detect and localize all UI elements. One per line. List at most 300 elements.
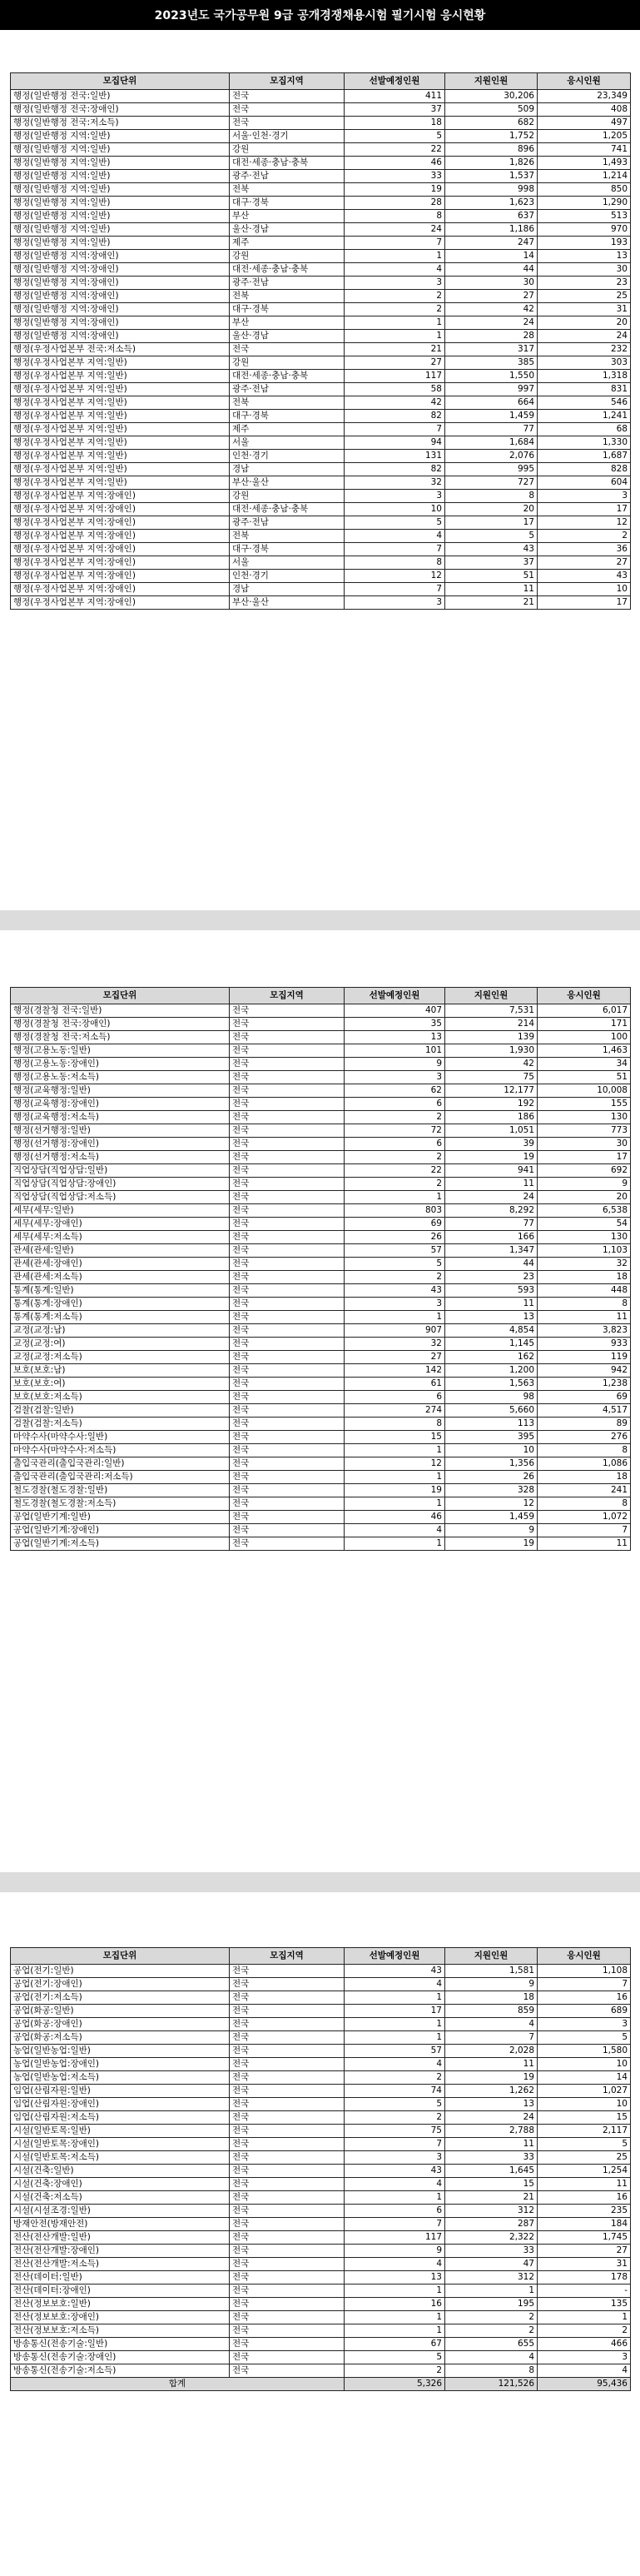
cell-attended: 10 [538, 2058, 631, 2071]
cell-planned: 33 [345, 170, 445, 183]
cell-region: 인천·경기 [230, 570, 345, 583]
cell-planned: 1 [345, 2018, 445, 2031]
cell-region: 전국 [230, 1218, 345, 1231]
cell-applied: 10 [445, 1444, 538, 1457]
cell-applied: 941 [445, 1164, 538, 1178]
table-row [11, 2045, 631, 2058]
table-row [11, 583, 631, 596]
cell-unit: 직업상담(직업상담:장애인) [11, 1178, 230, 1191]
cell-applied: 47 [445, 2258, 538, 2271]
cell-attended: 27 [538, 556, 631, 570]
cell-applied: 11 [445, 2138, 538, 2151]
cell-planned: 4 [345, 2178, 445, 2191]
cell-unit: 세무(세무:일반) [11, 1204, 230, 1218]
cell-applied: 77 [445, 1218, 538, 1231]
cell-planned: 907 [345, 1324, 445, 1338]
cell-unit: 공업(화공:일반) [11, 2005, 230, 2018]
cell-attended: 8 [538, 1444, 631, 1457]
cell-planned: 1 [345, 1191, 445, 1204]
cell-unit: 교정(교정:남) [11, 1324, 230, 1338]
cell-region: 전국 [230, 1058, 345, 1071]
cell-planned: 94 [345, 436, 445, 450]
header-region: 모집지역 [230, 988, 345, 1004]
cell-attended: 546 [538, 396, 631, 410]
cell-applied: 4 [445, 2351, 538, 2364]
cell-attended: 130 [538, 1111, 631, 1124]
cell-planned: 13 [345, 1031, 445, 1044]
cell-unit: 교정(교정:저소득) [11, 1351, 230, 1364]
cell-applied: 1,623 [445, 197, 538, 210]
cell-attended: 3,823 [538, 1324, 631, 1338]
cell-applied: 1,145 [445, 1338, 538, 1351]
cell-unit: 행정(일반행정 지역:일반) [11, 183, 230, 197]
cell-region: 전국 [230, 1418, 345, 1431]
cell-applied: 509 [445, 103, 538, 117]
cell-attended: 1,205 [538, 130, 631, 143]
cell-planned: 4 [345, 1524, 445, 1537]
cell-region: 전국 [230, 1431, 345, 1444]
cell-unit: 행정(우정사업본부 지역:장애인) [11, 570, 230, 583]
cell-planned: 3 [345, 2151, 445, 2165]
cell-applied: 1,459 [445, 1511, 538, 1524]
cell-planned: 1 [345, 1471, 445, 1484]
cell-applied: 192 [445, 1098, 538, 1111]
cell-applied: 328 [445, 1484, 538, 1497]
cell-attended: 1,745 [538, 2231, 631, 2245]
cell-region: 전국 [230, 1071, 345, 1084]
cell-unit: 행정(우정사업본부 지역:장애인) [11, 490, 230, 503]
cell-planned: 9 [345, 1058, 445, 1071]
cell-unit: 행정(우정사업본부 지역:장애인) [11, 530, 230, 543]
cell-attended: 1,330 [538, 436, 631, 450]
cell-attended: 10,008 [538, 1084, 631, 1098]
cell-region: 울산·경남 [230, 330, 345, 343]
cell-unit: 농업(일반농업:일반) [11, 2045, 230, 2058]
table-row [11, 143, 631, 157]
table-row [11, 1231, 631, 1244]
cell-region: 전국 [230, 1524, 345, 1537]
cell-region: 전국 [230, 1018, 345, 1031]
table-row [11, 503, 631, 516]
cell-planned: 1 [345, 1991, 445, 2005]
cell-region: 경남 [230, 463, 345, 476]
cell-planned: 3 [345, 1298, 445, 1311]
table-row [11, 170, 631, 183]
table-row [11, 1391, 631, 1404]
cell-attended: 1,580 [538, 2045, 631, 2058]
table-row [11, 1991, 631, 2005]
cell-applied: 24 [445, 316, 538, 330]
cell-unit: 행정(일반행정 지역:장애인) [11, 290, 230, 303]
cell-applied: 21 [445, 596, 538, 610]
cell-region: 전북 [230, 290, 345, 303]
table-row [11, 1537, 631, 1551]
cell-unit: 행정(고용노동:장애인) [11, 1058, 230, 1071]
cell-applied: 11 [445, 1298, 538, 1311]
cell-planned: 43 [345, 2165, 445, 2178]
cell-planned: 2 [345, 290, 445, 303]
table-row [11, 2071, 631, 2085]
cell-applied: 727 [445, 476, 538, 490]
cell-planned: 22 [345, 1164, 445, 1178]
cell-region: 제주 [230, 423, 345, 436]
cell-unit: 임업(산림자원:저소득) [11, 2111, 230, 2125]
cell-applied: 4 [445, 2018, 538, 2031]
header-unit: 모집단위 [11, 73, 230, 90]
cell-unit: 공업(일반기계:장애인) [11, 1524, 230, 1537]
cell-planned: 69 [345, 1218, 445, 1231]
cell-attended: 18 [538, 1471, 631, 1484]
cell-applied: 33 [445, 2245, 538, 2258]
cell-attended: 11 [538, 1537, 631, 1551]
table-body [11, 1965, 631, 2378]
cell-region: 전국 [230, 1258, 345, 1271]
cell-region: 전국 [230, 1271, 345, 1284]
cell-applied: 23 [445, 1271, 538, 1284]
cell-attended: 30 [538, 1138, 631, 1151]
cell-region: 전국 [230, 2298, 345, 2311]
table-row [11, 1151, 631, 1164]
table-row [11, 2031, 631, 2045]
table-row [11, 1111, 631, 1124]
cell-attended: 850 [538, 183, 631, 197]
cell-planned: 4 [345, 263, 445, 277]
table-row [11, 2191, 631, 2205]
cell-applied: 998 [445, 183, 538, 197]
cell-region: 전국 [230, 1484, 345, 1497]
cell-applied: 7 [445, 2031, 538, 2045]
table-row [11, 2231, 631, 2245]
cell-applied: 4,854 [445, 1324, 538, 1338]
cell-applied: 42 [445, 1058, 538, 1071]
cell-region: 전국 [230, 1124, 345, 1138]
cell-applied: 162 [445, 1351, 538, 1364]
cell-applied: 1,550 [445, 370, 538, 383]
header-planned: 선발예정인원 [345, 1948, 445, 1965]
cell-planned: 5 [345, 130, 445, 143]
cell-unit: 검찰(검찰:저소득) [11, 1418, 230, 1431]
cell-attended: 34 [538, 1058, 631, 1071]
table-row [11, 1298, 631, 1311]
table-row [11, 1497, 631, 1511]
table-row [11, 543, 631, 556]
cell-attended: 36 [538, 543, 631, 556]
cell-region: 전국 [230, 343, 345, 356]
cell-applied: 44 [445, 1258, 538, 1271]
cell-attended: 135 [538, 2298, 631, 2311]
cell-attended: 303 [538, 356, 631, 370]
cell-attended: 130 [538, 1231, 631, 1244]
cell-region: 전국 [230, 1497, 345, 1511]
cell-applied: 997 [445, 383, 538, 396]
cell-region: 전국 [230, 1378, 345, 1391]
cell-attended: 30 [538, 263, 631, 277]
cell-applied: 17 [445, 516, 538, 530]
cell-attended: 17 [538, 596, 631, 610]
cell-unit: 전산(데이터:장애인) [11, 2285, 230, 2298]
cell-applied: 51 [445, 570, 538, 583]
cell-applied: 14 [445, 250, 538, 263]
cell-unit: 행정(일반행정 지역:일반) [11, 197, 230, 210]
cell-region: 대구·경북 [230, 410, 345, 423]
table-row [11, 1338, 631, 1351]
cell-unit: 농업(일반농업:장애인) [11, 2058, 230, 2071]
cell-planned: 4 [345, 2258, 445, 2271]
cell-region: 전국 [230, 1111, 345, 1124]
cell-attended: 241 [538, 1484, 631, 1497]
table-row [11, 1178, 631, 1191]
cell-planned: 4 [345, 2058, 445, 2071]
cell-unit: 행정(우정사업본부 지역:일반) [11, 463, 230, 476]
table-row [11, 2258, 631, 2271]
cell-region: 전국 [230, 1324, 345, 1338]
cell-planned: 1 [345, 1311, 445, 1324]
cell-attended: 9 [538, 1178, 631, 1191]
cell-planned: 5 [345, 1258, 445, 1271]
cell-planned: 411 [345, 90, 445, 103]
cell-unit: 행정(일반행정 지역:일반) [11, 157, 230, 170]
cell-attended: 741 [538, 143, 631, 157]
cell-applied: 13 [445, 1311, 538, 1324]
table-row [11, 2285, 631, 2298]
cell-attended: 1,687 [538, 450, 631, 463]
cell-region: 전국 [230, 2324, 345, 2338]
cell-planned: 1 [345, 2285, 445, 2298]
cell-region: 강원 [230, 250, 345, 263]
cell-attended: 1 [538, 2311, 631, 2324]
cell-region: 서울·인천·경기 [230, 130, 345, 143]
table-row [11, 463, 631, 476]
cell-region: 전국 [230, 1991, 345, 2005]
cell-region: 전국 [230, 2165, 345, 2178]
cell-applied: 5,660 [445, 1404, 538, 1418]
cell-unit: 관세(관세:저소득) [11, 1271, 230, 1284]
header-planned: 선발예정인원 [345, 988, 445, 1004]
cell-planned: 1 [345, 1497, 445, 1511]
cell-applied: 42 [445, 303, 538, 316]
cell-attended: 276 [538, 1431, 631, 1444]
cell-applied: 214 [445, 1018, 538, 1031]
cell-planned: 35 [345, 1018, 445, 1031]
cell-region: 전북 [230, 396, 345, 410]
cell-region: 제주 [230, 237, 345, 250]
header-planned: 선발예정인원 [345, 73, 445, 90]
cell-region: 전국 [230, 2151, 345, 2165]
cell-unit: 행정(고용노동:일반) [11, 1044, 230, 1058]
cell-applied: 12 [445, 1497, 538, 1511]
cell-unit: 행정(우정사업본부 지역:일반) [11, 476, 230, 490]
cell-applied: 896 [445, 143, 538, 157]
cell-unit: 공업(일반기계:저소득) [11, 1537, 230, 1551]
cell-unit: 전산(정보보호:일반) [11, 2298, 230, 2311]
table-row [11, 2364, 631, 2378]
table-row [11, 370, 631, 383]
table-row [11, 237, 631, 250]
cell-region: 전국 [230, 2285, 345, 2298]
cell-region: 전국 [230, 1244, 345, 1258]
cell-unit: 전산(정보보호:장애인) [11, 2311, 230, 2324]
table-row [11, 596, 631, 610]
cell-attended: 933 [538, 1338, 631, 1351]
cell-unit: 시설(건축:장애인) [11, 2178, 230, 2191]
cell-region: 전국 [230, 1471, 345, 1484]
table-row [11, 1444, 631, 1457]
cell-planned: 1 [345, 2031, 445, 2045]
cell-unit: 시설(일반토목:일반) [11, 2125, 230, 2138]
table-row [11, 396, 631, 410]
cell-region: 전국 [230, 2058, 345, 2071]
table-section-1 [10, 72, 631, 610]
cell-planned: 2 [345, 2111, 445, 2125]
cell-planned: 15 [345, 1431, 445, 1444]
cell-attended: 1,214 [538, 170, 631, 183]
cell-attended: 10 [538, 583, 631, 596]
cell-region: 전국 [230, 2191, 345, 2205]
cell-attended: 828 [538, 463, 631, 476]
cell-unit: 시설(일반토목:장애인) [11, 2138, 230, 2151]
cell-attended: 604 [538, 476, 631, 490]
cell-attended: 18 [538, 1271, 631, 1284]
table-row [11, 1004, 631, 1018]
cell-planned: 6 [345, 1138, 445, 1151]
cell-unit: 전산(전산개발:장애인) [11, 2245, 230, 2258]
table-row [11, 556, 631, 570]
cell-applied: 1,537 [445, 170, 538, 183]
cell-attended: 970 [538, 223, 631, 237]
cell-attended: 513 [538, 210, 631, 223]
table-row [11, 356, 631, 370]
cell-unit: 행정(선거행정:일반) [11, 1124, 230, 1138]
cell-attended: 689 [538, 2005, 631, 2018]
cell-region: 전국 [230, 2071, 345, 2085]
cell-applied: 7,531 [445, 1004, 538, 1018]
table-body [11, 90, 631, 610]
cell-region: 전국 [230, 1404, 345, 1418]
cell-unit: 교정(교정:여) [11, 1338, 230, 1351]
table-row [11, 1258, 631, 1271]
cell-region: 대구·경북 [230, 197, 345, 210]
cell-region: 전국 [230, 103, 345, 117]
header-applied: 지원인원 [445, 1948, 538, 1965]
total-attended: 95,436 [538, 2378, 631, 2391]
total-row [11, 2378, 631, 2391]
table-row [11, 1071, 631, 1084]
cell-planned: 67 [345, 2338, 445, 2351]
cell-attended: 1,463 [538, 1044, 631, 1058]
table-row [11, 2018, 631, 2031]
cell-attended: 1,254 [538, 2165, 631, 2178]
cell-region: 전국 [230, 1098, 345, 1111]
cell-planned: 7 [345, 2138, 445, 2151]
cell-applied: 11 [445, 583, 538, 596]
header-region: 모집지역 [230, 73, 345, 90]
total-planned: 5,326 [345, 2378, 445, 2391]
cell-planned: 19 [345, 183, 445, 197]
cell-unit: 시설(일반토목:저소득) [11, 2151, 230, 2165]
cell-unit: 공업(화공:저소득) [11, 2031, 230, 2045]
cell-applied: 312 [445, 2271, 538, 2285]
cell-unit: 행정(우정사업본부 지역:일반) [11, 370, 230, 383]
table-row [11, 1511, 631, 1524]
table-row [11, 1271, 631, 1284]
cell-unit: 행정(일반행정 지역:장애인) [11, 330, 230, 343]
cell-applied: 24 [445, 2111, 538, 2125]
cell-region: 전국 [230, 1164, 345, 1178]
cell-planned: 7 [345, 423, 445, 436]
cell-region: 전국 [230, 2178, 345, 2191]
cell-attended: 7 [538, 1524, 631, 1537]
cell-planned: 117 [345, 2231, 445, 2245]
cell-region: 대구·경북 [230, 303, 345, 316]
cell-unit: 행정(교육행정:저소득) [11, 1111, 230, 1124]
table-row [11, 1311, 631, 1324]
page-separator [0, 1872, 640, 1892]
header-applied: 지원인원 [445, 73, 538, 90]
cell-region: 강원 [230, 356, 345, 370]
cell-applied: 113 [445, 1418, 538, 1431]
cell-attended: 100 [538, 1031, 631, 1044]
cell-unit: 행정(일반행정 지역:일반) [11, 237, 230, 250]
cell-unit: 임업(산림자원:일반) [11, 2085, 230, 2098]
cell-applied: 2,076 [445, 450, 538, 463]
cell-applied: 5 [445, 530, 538, 543]
cell-attended: 5 [538, 2031, 631, 2045]
cell-applied: 186 [445, 1111, 538, 1124]
cell-planned: 2 [345, 303, 445, 316]
cell-unit: 행정(일반행정 전국:일반) [11, 90, 230, 103]
cell-planned: 7 [345, 237, 445, 250]
cell-region: 전국 [230, 2085, 345, 2098]
cell-attended: 773 [538, 1124, 631, 1138]
cell-attended: 178 [538, 2271, 631, 2285]
table-row [11, 1965, 631, 1978]
cell-planned: 58 [345, 383, 445, 396]
table-body [11, 1004, 631, 1551]
cell-unit: 행정(일반행정 지역:장애인) [11, 250, 230, 263]
table-row [11, 2085, 631, 2098]
table-row [11, 1218, 631, 1231]
table-section-2 [10, 987, 631, 1551]
cell-unit: 행정(우정사업본부 지역:일반) [11, 383, 230, 396]
cell-applied: 24 [445, 1191, 538, 1204]
cell-planned: 6 [345, 1098, 445, 1111]
cell-applied: 247 [445, 237, 538, 250]
cell-attended: 497 [538, 117, 631, 130]
cell-planned: 8 [345, 556, 445, 570]
cell-region: 전국 [230, 2125, 345, 2138]
table-row [11, 1431, 631, 1444]
cell-attended: 1,290 [538, 197, 631, 210]
cell-region: 전국 [230, 2018, 345, 2031]
table-row [11, 2125, 631, 2138]
cell-planned: 131 [345, 450, 445, 463]
cell-unit: 행정(우정사업본부 지역:장애인) [11, 556, 230, 570]
cell-planned: 12 [345, 1457, 445, 1471]
table-row [11, 210, 631, 223]
cell-applied: 19 [445, 1537, 538, 1551]
cell-planned: 9 [345, 2245, 445, 2258]
cell-planned: 27 [345, 1351, 445, 1364]
header-attended: 응시인원 [538, 1948, 631, 1965]
table-row [11, 476, 631, 490]
cell-attended: 16 [538, 1991, 631, 2005]
cell-applied: 30,206 [445, 90, 538, 103]
cell-applied: 44 [445, 263, 538, 277]
cell-attended: 54 [538, 1218, 631, 1231]
cell-attended: 2 [538, 530, 631, 543]
cell-attended: 119 [538, 1351, 631, 1364]
table-row [11, 130, 631, 143]
